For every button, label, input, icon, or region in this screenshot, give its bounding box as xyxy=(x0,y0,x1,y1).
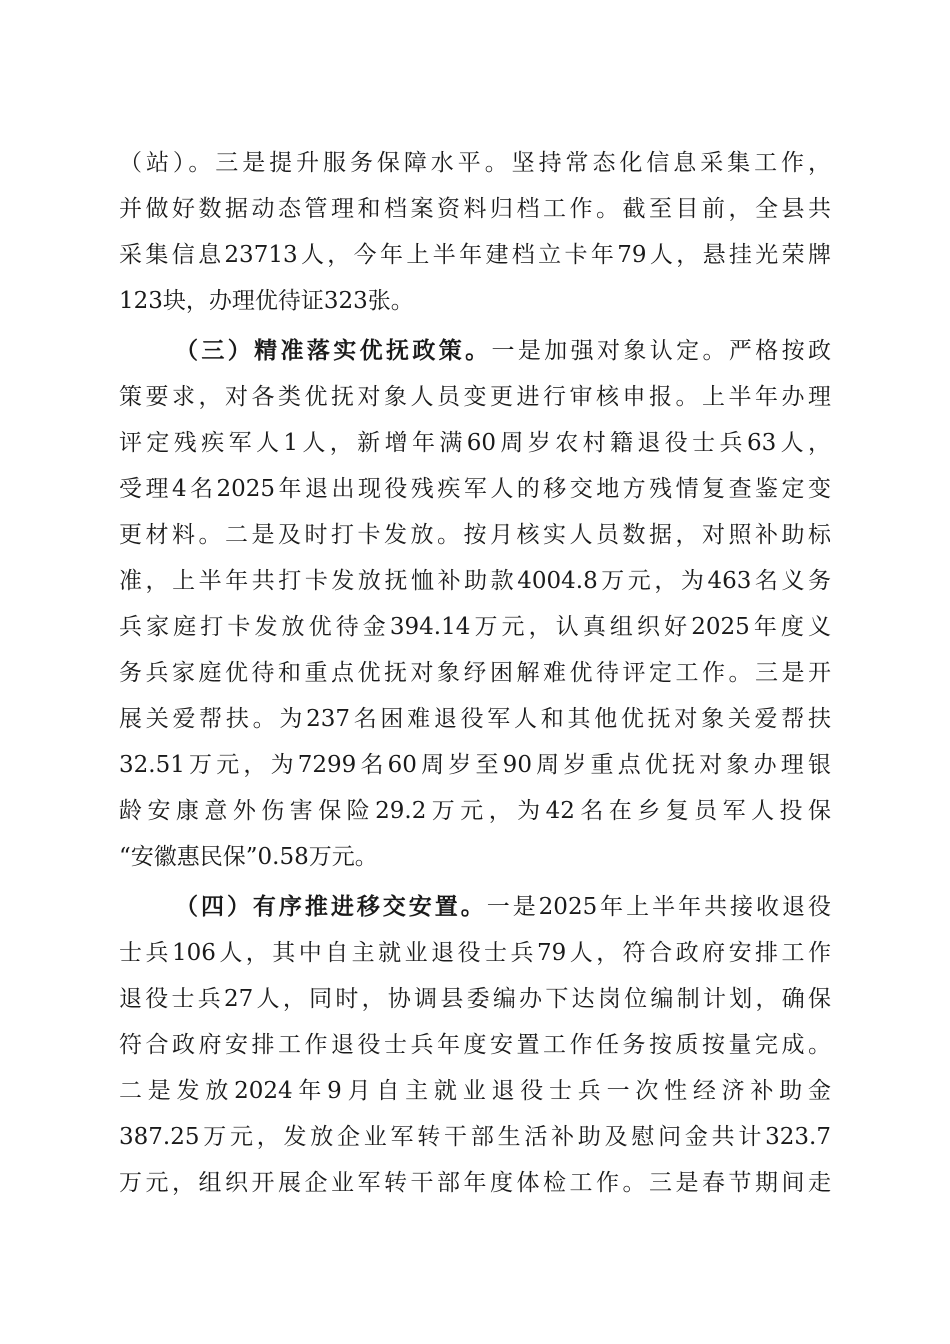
text-line: 准，上半年共打卡发放抚恤补助款4004.8万元，为463名义务 xyxy=(119,568,831,594)
text-line: 龄安康意外伤害保险29.2万元，为42名在乡复员军人投保 xyxy=(119,798,831,824)
text-line: 二是发放2024年9月自主就业退役士兵一次性经济补助金 xyxy=(119,1078,831,1104)
text-line: 策要求，对各类优抚对象人员变更进行审核申报。上半年办理 xyxy=(119,384,831,410)
text-line: 更材料。二是及时打卡发放。按月核实人员数据，对照补助标 xyxy=(119,522,831,548)
paragraph-2 xyxy=(119,328,831,880)
text-line: 并做好数据动态管理和档案资料归档工作。截至目前，全县共 xyxy=(119,196,831,222)
text-line: “安徽惠民保”0.58万元。 xyxy=(119,844,378,870)
text-line xyxy=(119,328,831,374)
paragraph-3 xyxy=(119,884,831,1206)
text-line: 士兵106人，其中自主就业退役士兵79人，符合政府安排工作 xyxy=(119,940,831,966)
text-line: 受理4名2025年退出现役残疾军人的移交地方残情复查鉴定变 xyxy=(119,476,831,502)
text-line: （站）。三是提升服务保障水平。坚持常态化信息采集工作， xyxy=(119,150,831,176)
text-line: 评定残疾军人1人，新增年满60周岁农村籍退役士兵63人， xyxy=(119,430,831,456)
section-heading: （四）有序推进移交安置。 xyxy=(175,893,487,920)
text-line: 务兵家庭优待和重点优抚对象纾困解难优待评定工作。三是开 xyxy=(119,660,831,686)
text-line: 退役士兵27人，同时，协调县委编办下达岗位编制计划，确保 xyxy=(119,986,831,1012)
paragraph-1 xyxy=(119,140,831,324)
text-line: 符合政府安排工作退役士兵年度安置工作任务按质按量完成。 xyxy=(119,1032,831,1058)
text-line: 采集信息23713人，今年上半年建档立卡年79人，悬挂光荣牌 xyxy=(119,242,831,268)
text-line: 展关爱帮扶。为237名困难退役军人和其他优抚对象关爱帮扶 xyxy=(119,706,831,732)
text-line: 万元，组织开展企业军转干部年度体检工作。三是春节期间走 xyxy=(119,1170,831,1196)
document-page xyxy=(119,140,831,1206)
text-line: 387.25万元，发放企业军转干部生活补助及慰问金共计323.7 xyxy=(119,1124,831,1150)
text-span: 一是加强对象认定。严格按政 xyxy=(491,338,831,364)
text-line: 123块，办理优待证323张。 xyxy=(119,288,414,314)
text-span: 一是2025年上半年共接收退役 xyxy=(486,894,831,920)
section-heading: （三）精准落实优抚政策。 xyxy=(175,337,492,364)
text-line: 兵家庭打卡发放优待金394.14万元，认真组织好2025年度义 xyxy=(119,614,831,640)
text-line: 32.51万元，为7299名60周岁至90周岁重点优抚对象办理银 xyxy=(119,752,831,778)
text-line xyxy=(119,884,831,930)
